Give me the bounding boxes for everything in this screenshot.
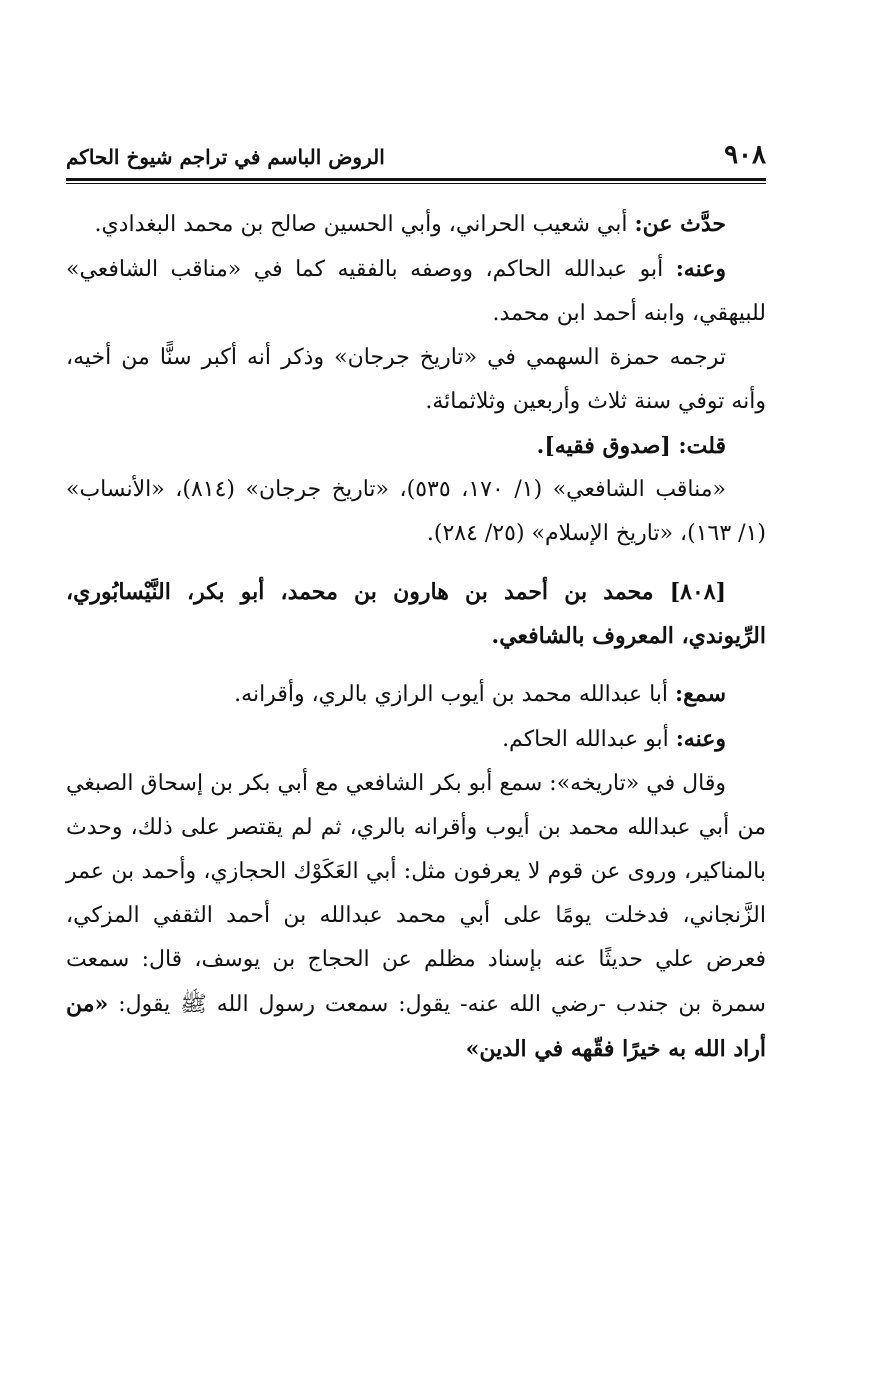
narrated-by-text: أبو عبدالله الحاكم، ووصفه بالفقيه كما في «مناقب الشافعي» للبيهقي، وابنه أحمد ابن محمد. [66,257,766,326]
biography-paragraph: ترجمه حمزة السهمي في «تاريخ جرجان» وذكر أنه أكبر سنًّا من أخيه، وأنه توفي سنة ثلاث وأربعين وثلاثمائة. [66,345,766,414]
entry-narrated-by-paragraph [66,717,766,762]
history-quote-text: وقال في «تاريخه»: سمع أبو بكر الشافعي مع أبي بكر بن إسحاق الصبغي من أبي عبدالله محمد بن أيوب وأقرانه بالري، ثم لم يقتصر على ذلك، وحدث بالمناكير، وروى عن قوم لا يعرفون مثل: أبي العَكَوْك الحجازي، وأحمد بن عمر الزَّنجاني، فدخلت يومًا على أبي محمد عبدالله بن أحمد الثقفي المزكي، فعرض علي حديثًا عنه بإسناد مظلم عن الحجاج بن يوسف، قال: سمعت سمرة بن جندب -رضي الله عنه- يقول: سمعت رسول الله ﷺ يقول: [66,771,766,1017]
heard-from-label: سمع: [675,681,726,707]
history-quote-paragraph [66,762,766,1072]
header-rule-thick [66,178,766,181]
running-title: الروض الباسم في تراجم شيوخ الحاكم [66,145,385,169]
page-header [66,138,766,178]
narrated-by-label: وعنه: [675,256,726,282]
narrated-from-text: أبي شعيب الحراني، وأبي الحسين صالح بن محمد البغدادي. [94,212,628,237]
entry-heading: [٨٠٨] محمد بن أحمد بن هارون بن محمد، أبو بكر، النَّيْسابُوري، الرِّيوندي، المعروف بالشافعي. [66,579,766,649]
narrated-by-paragraph [66,247,766,336]
entry-narrated-by-text: أبو عبدالله الحاكم. [502,727,669,752]
page-body [66,202,766,1072]
heard-from-text: أبا عبدالله محمد بن أيوب الرازي بالري، وأقرانه. [234,682,669,707]
sources-paragraph: «مناقب الشافعي» (١/ ١٧٠، ٥٣٥)، «تاريخ جرجان» (٨١٤)، «الأنساب» (١/ ١٦٣)، «تاريخ الإسلام» (٢٥/ ٢٨٤). [66,477,766,546]
heard-from-paragraph [66,672,766,717]
page-number: ٩٠٨ [724,140,766,170]
book-page [66,138,766,1062]
narrated-from-label: حدَّث عن: [634,211,726,237]
verdict-line: قلت: [صدوق فقيه]. [536,433,726,459]
narrated-from-paragraph [66,202,766,247]
hadith-text: «من أراد الله به خيرًا فقّهه في الدين» [66,991,766,1062]
entry-narrated-by-label: وعنه: [675,726,726,752]
header-rule-thin [66,183,766,184]
